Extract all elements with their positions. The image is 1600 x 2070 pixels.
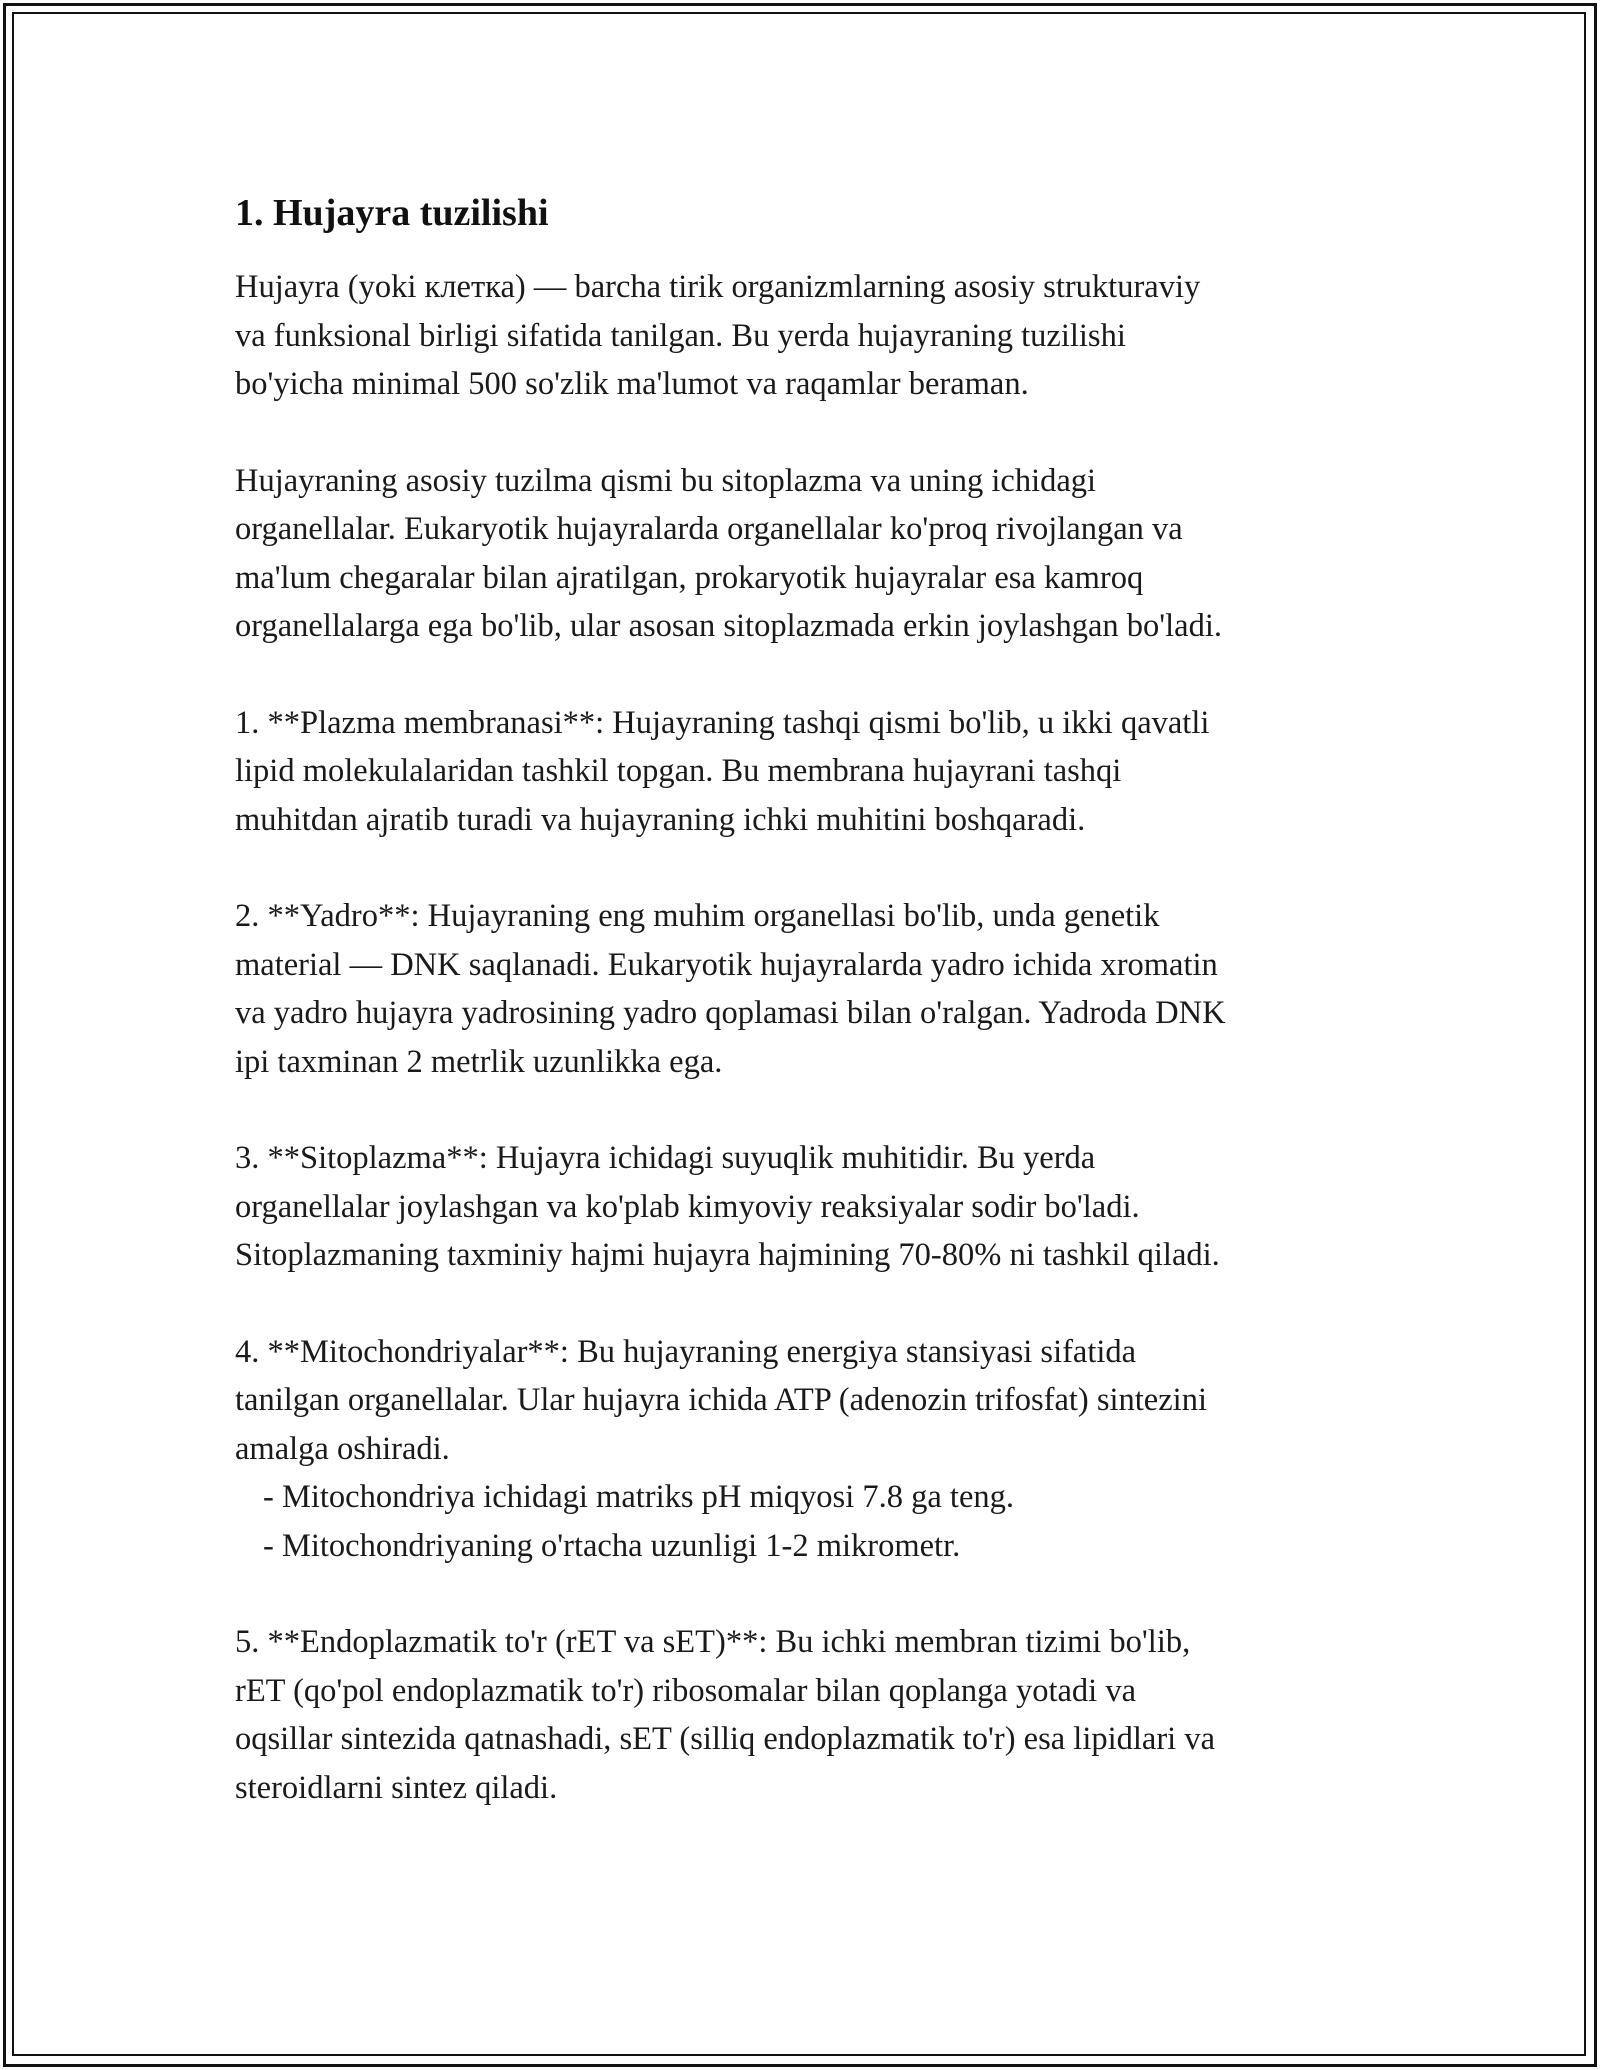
item-plasma-membrane: 1. **Plazma membranasi**: Hujayraning tashqi qismi bo'lib, u ikki qavatli lipid molekulalaridan tashkil topgan. Bu membrana hujayrani tashqi muhitdan ajratib turadi va hujayraning ichki muhitini boshqaradi.: [235, 704, 1210, 838]
intro-paragraph: Hujayra (yoki клетка) — barcha tirik organizmlarning asosiy strukturaviy va funksional birligi sifatida tanilgan. Bu yerda hujayraning tuzilishi bo'yicha minimal 500 so'zlik ma'lumot va raqamlar beraman.: [235, 269, 1201, 402]
item-mitochondria-text: 4. **Mitochondriyalar**: Bu hujayraning energiya stansiyasi sifatida tanilgan organellalar. Ular hujayra ichida ATP (adenozin trifosfat) sintezini amalga oshiradi.: [235, 1333, 1207, 1467]
mitochondria-subpoint: - Mitochondriyaning o'rtacha uzunligi 1-2 mikrometr.: [263, 1527, 961, 1564]
item-nucleus: 2. **Yadro**: Hujayraning eng muhim organellasi bo'lib, unda genetik material — DNK saqlanadi. Eukaryotik hujayralarda yadro ichida xromatin va yadro hujayra yadrosining yadro qoplamasi bilan o'ralgan. Yadroda DNK ipi taxminan 2 metrlik uzunlikka ega.: [235, 898, 1226, 1080]
overview-paragraph: Hujayraning asosiy tuzilma qismi bu sitoplazma va uning ichidagi organellalar. Eukaryotik hujayralarda organellalar ko'proq rivojlangan va ma'lum chegaralar bilan ajratilgan, prokaryotik hujayralar esa kamroq organellalarga ega bo'lib, ular asosan sitoplazmada erkin joylashgan bo'ladi.: [235, 462, 1223, 644]
mitochondria-subpoint: - Mitochondriya ichidagi matriks pH miqyosi 7.8 ga teng.: [263, 1479, 1014, 1515]
section-title: 1. Hujayra tuzilishi: [235, 192, 549, 234]
item-mitochondria: [235, 1328, 1375, 1571]
document-body: [235, 185, 1375, 1860]
spacer: [235, 1570, 1375, 1618]
item-endoplasmic-reticulum: 5. **Endoplazmatik to'r (rET va sET)**: Bu ichki membran tizimi bo'lib, rET (qo'pol endoplazmatik to'r) ribosomalar bilan qoplanga yotadi va oqsillar sintezida qatnashadi, sET (silliq endoplazmatik to'r) esa lipidlari va steroidlarni sintez qiladi.: [235, 1624, 1215, 1806]
item-cytoplasm: 3. **Sitoplazma**: Hujayra ichidagi suyuqlik muhitidir. Bu yerda organellalar joylashgan va ko'plab kimyoviy reaksiyalar sodir bo'ladi. Sitoplazmaning taxminiy hajmi hujayra hajmining 70-80% ni tashkil qiladi.: [235, 1140, 1220, 1273]
